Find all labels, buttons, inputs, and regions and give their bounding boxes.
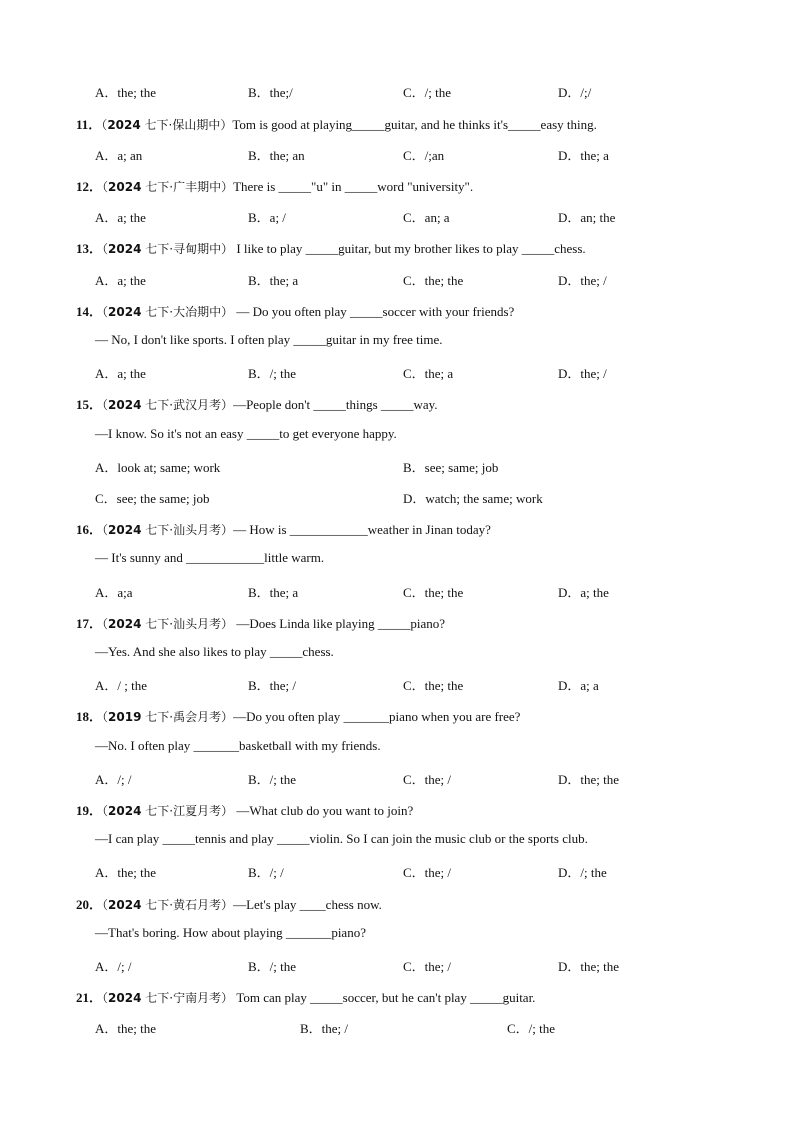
q14-source: （2024 七下·大冶期中） (102, 305, 234, 319)
q15-option-b: B．see; same; job (403, 460, 499, 475)
q15-stem-line (0, 394, 794, 414)
q19-option-b: B．/; / (248, 865, 284, 880)
q12-stem: There is _____"u" in _____word "university". (233, 179, 474, 194)
q10-option-b: B．the;/ (248, 85, 293, 100)
q12-option-b: B．a; / (248, 210, 286, 225)
q16-source: （2024 七下·汕头月考） (102, 523, 234, 537)
q14-option-d: D．the; / (558, 366, 607, 381)
q17-number: 17． (76, 616, 103, 631)
q17-stem-line (0, 613, 794, 633)
q21-option-a: A．the; the (95, 1021, 157, 1036)
q18-option-b: B．/; the (248, 772, 297, 787)
q20-option-a: A．/; / (95, 959, 132, 974)
q16-stem-line (0, 519, 794, 539)
q18-option-d: D．the; the (558, 772, 620, 787)
q17-options (0, 675, 794, 695)
q15-sub-line (0, 426, 794, 446)
q15-stem: —People don't _____things _____way. (233, 397, 438, 412)
q18-option-a: A．/; / (95, 772, 132, 787)
q15-option-c: C．see; the same; job (95, 491, 210, 506)
q12-number: 12． (76, 179, 103, 194)
q20-number: 20． (76, 897, 103, 912)
q11-options (0, 145, 794, 165)
q21-option-b: B．the; / (300, 1021, 349, 1036)
q17-option-d: D．a; a (558, 678, 599, 693)
q18-source: （2019 七下·禹会月考） (102, 710, 234, 724)
q12-option-c: C．an; a (403, 210, 450, 225)
q14-sub-text: — No, I don't like sports. I often play _____guitar in my free time. (95, 332, 443, 347)
q17-option-c: C．the; the (403, 678, 464, 693)
q10-option-a: A．the; the (95, 85, 157, 100)
q13-option-d: D．the; / (558, 273, 607, 288)
q15-options-row1 (0, 457, 794, 477)
q14-stem-line (0, 301, 794, 321)
q20-source: （2024 七下·黄石月考） (102, 898, 234, 912)
q21-stem: Tom can play _____soccer, but he can't play _____guitar. (233, 990, 536, 1005)
q16-stem: — How is ____________weather in Jinan today? (233, 522, 491, 537)
q16-option-b: B．the; a (248, 585, 299, 600)
q13-number: 13． (76, 241, 103, 256)
q10-options (0, 82, 794, 102)
q14-stem: — Do you often play _____soccer with your friends? (233, 304, 515, 319)
q20-option-d: D．the; the (558, 959, 620, 974)
q12-options (0, 207, 794, 227)
q12-option-a: A．a; the (95, 210, 146, 225)
q21-number: 21． (76, 990, 103, 1005)
q20-options (0, 956, 794, 976)
q13-option-b: B．the; a (248, 273, 299, 288)
q13-stem: I like to play _____guitar, but my brother likes to play _____chess. (233, 241, 586, 256)
q15-option-d: D．watch; the same; work (403, 491, 543, 506)
q19-sub-text: —I can play _____tennis and play _____violin. So I can join the music club or the sports club. (95, 831, 588, 846)
q21-options (0, 1018, 794, 1038)
q18-option-c: C．the; / (403, 772, 452, 787)
q10-option-d: D．/;/ (558, 85, 592, 100)
q11-source: （2024 七下·保山期中） (101, 118, 233, 132)
q10-option-c: C．/; the (403, 85, 452, 100)
q13-source: （2024 七下·寻甸期中） (102, 242, 234, 256)
q19-option-a: A．the; the (95, 865, 157, 880)
q16-sub-text: — It's sunny and ____________little warm. (95, 550, 325, 565)
q18-sub-text: —No. I often play _______basketball with my friends. (95, 738, 381, 753)
q17-option-a: A．/ ; the (95, 678, 147, 693)
q20-option-c: C．the; / (403, 959, 452, 974)
q19-sub-line (0, 831, 794, 851)
q19-stem: —What club do you want to join? (233, 803, 414, 818)
q20-stem: —Let's play ____chess now. (233, 897, 382, 912)
q21-source: （2024 七下·宁南月考） (102, 991, 234, 1005)
q17-stem: —Does Linda like playing _____piano? (233, 616, 446, 631)
q11-option-d: D．the; a (558, 148, 609, 163)
q16-sub-line (0, 550, 794, 570)
q14-option-b: B．/; the (248, 366, 297, 381)
q15-options-row2 (0, 488, 794, 508)
q19-stem-line (0, 800, 794, 820)
q19-option-d: D．/; the (558, 865, 607, 880)
q12-stem-line (0, 176, 794, 196)
q16-option-d: D．a; the (558, 585, 609, 600)
q14-option-c: C．the; a (403, 366, 454, 381)
q16-options (0, 582, 794, 602)
q15-number: 15． (76, 397, 103, 412)
q13-stem-line (0, 238, 794, 258)
q11-option-a: A．a; an (95, 148, 143, 163)
q12-option-d: D．an; the (558, 210, 616, 225)
q18-number: 18． (76, 709, 103, 724)
q17-sub-line (0, 644, 794, 664)
q17-option-b: B．the; / (248, 678, 297, 693)
q18-sub-line (0, 738, 794, 758)
q11-option-b: B．the; an (248, 148, 305, 163)
q11-stem-line (0, 114, 794, 134)
q19-options (0, 862, 794, 882)
q16-option-c: C．the; the (403, 585, 464, 600)
q15-source: （2024 七下·武汉月考） (102, 398, 234, 412)
q14-options (0, 363, 794, 383)
q14-sub-line (0, 332, 794, 352)
q12-source: （2024 七下·广丰期中） (102, 180, 234, 194)
q11-stem: Tom is good at playing_____guitar, and he thinks it's_____easy thing. (232, 117, 597, 132)
q18-stem-line (0, 706, 794, 726)
q16-number: 16． (76, 522, 103, 537)
q14-number: 14． (76, 304, 103, 319)
q20-sub-text: —That's boring. How about playing _______piano? (95, 925, 366, 940)
q19-number: 19． (76, 803, 103, 818)
q13-options (0, 270, 794, 290)
q13-option-c: C．the; the (403, 273, 464, 288)
q20-stem-line (0, 894, 794, 914)
q20-sub-line (0, 925, 794, 945)
q16-option-a: A．a;a (95, 585, 133, 600)
q15-option-a: A．look at; same; work (95, 460, 221, 475)
q14-option-a: A．a; the (95, 366, 146, 381)
q15-sub-text: —I know. So it's not an easy _____to get everyone happy. (95, 426, 397, 441)
q18-options (0, 769, 794, 789)
q11-option-c: C．/;an (403, 148, 445, 163)
q13-option-a: A．a; the (95, 273, 146, 288)
q19-option-c: C．the; / (403, 865, 452, 880)
q21-stem-line (0, 987, 794, 1007)
q17-source: （2024 七下·汕头月考） (102, 617, 234, 631)
q19-source: （2024 七下·江夏月考） (102, 804, 234, 818)
q21-option-c: C．/; the (507, 1021, 556, 1036)
q18-stem: —Do you often play _______piano when you are free? (233, 709, 521, 724)
q20-option-b: B．/; the (248, 959, 297, 974)
q11-number: 11． (76, 117, 102, 132)
q17-sub-text: —Yes. And she also likes to play _____chess. (95, 644, 334, 659)
